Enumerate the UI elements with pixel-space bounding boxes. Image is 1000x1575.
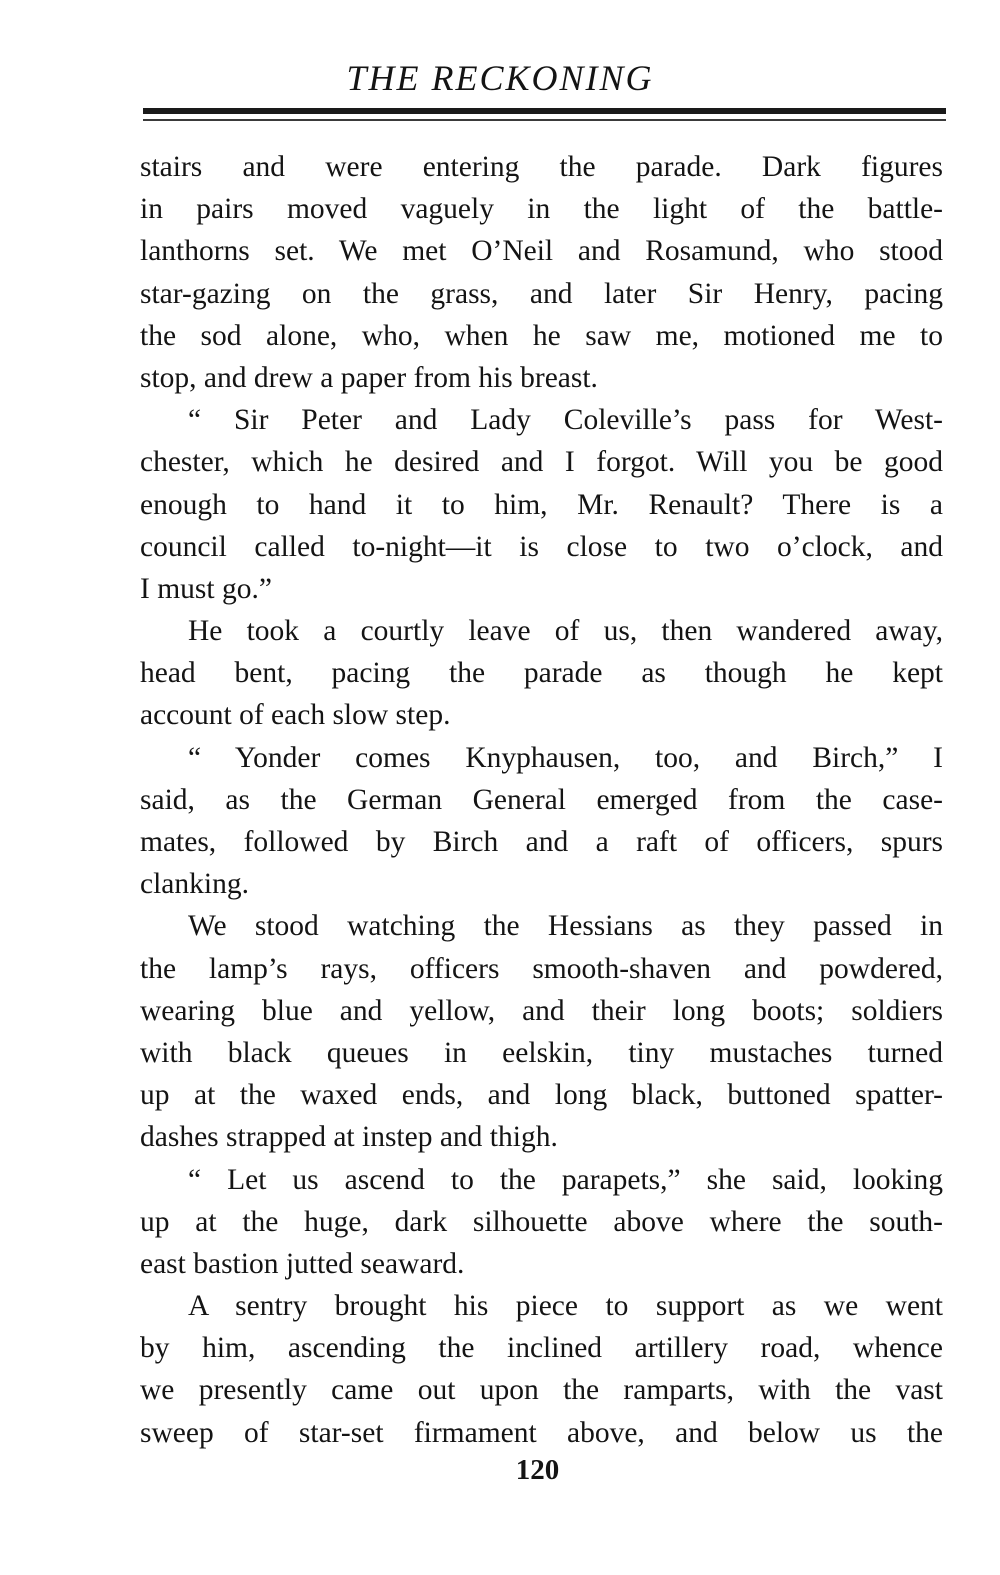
text-line: stairs and were entering the parade. Dark figures (140, 151, 943, 183)
text-line: enough to hand it to him, Mr. Renault? There is a (140, 488, 943, 521)
text-line: account of each slow step. (140, 699, 451, 732)
text-line: the sod alone, who, when he saw me, motioned me to (140, 319, 943, 352)
text-line: chester, which he desired and I forgot. Will you be good (140, 446, 943, 479)
header-rule-thick (143, 108, 946, 114)
text-line: mates, followed by Birch and a raft of officers, spurs (140, 826, 943, 858)
text-line: dashes strapped at instep and thigh. (140, 1121, 558, 1154)
text-line: with black queues in eelskin, tiny mustaches turned (140, 1036, 943, 1069)
text-line: I must go.” (140, 572, 272, 605)
text-line: in pairs moved vaguely in the light of the battle- (140, 193, 943, 226)
text-line: wearing blue and yellow, and their long boots; soldiers (140, 994, 943, 1027)
text-line: “ Let us ascend to the parapets,” she said, looking (188, 1163, 943, 1196)
text-line: head bent, pacing the parade as though he kept (140, 657, 943, 690)
page-number: 120 (515, 1454, 560, 1486)
text-line: “ Sir Peter and Lady Coleville’s pass for West- (188, 404, 943, 437)
body-text (140, 146, 943, 1454)
text-line: council called to-night—it is close to two o’clock, and (140, 530, 943, 563)
text-line: “ Yonder comes Knyphausen, too, and Birch,” I (188, 741, 943, 774)
text-line: star-gazing on the grass, and later Sir Henry, pacing (140, 277, 943, 310)
text-line: clanking. (140, 868, 249, 901)
text-line: We stood watching the Hessians as they passed in (188, 910, 943, 943)
text-line: east bastion jutted seaward. (140, 1247, 465, 1280)
text-line: A sentry brought his piece to support as we went (188, 1290, 943, 1323)
text-line: sweep of star-set firmament above, and below us the (140, 1416, 943, 1449)
running-title: THE RECKONING (346, 58, 654, 98)
text-line: said, as the German General emerged from the case- (140, 783, 943, 816)
text-line: up at the waxed ends, and long black, buttoned spatter- (140, 1079, 943, 1112)
text-line: the lamp’s rays, officers smooth-shaven and powdered, (140, 952, 943, 985)
text-line: we presently came out upon the ramparts, with the vast (140, 1374, 943, 1407)
header-rule-thin (143, 119, 946, 121)
text-line: lanthorns set. We met O’Neil and Rosamund, who stood (140, 235, 943, 268)
text-line: up at the huge, dark silhouette above where the south- (140, 1205, 943, 1238)
text-line: stop, and drew a paper from his breast. (140, 361, 598, 394)
text-line: by him, ascending the inclined artillery road, whence (140, 1332, 943, 1365)
text-line: He took a courtly leave of us, then wandered away, (188, 615, 943, 648)
